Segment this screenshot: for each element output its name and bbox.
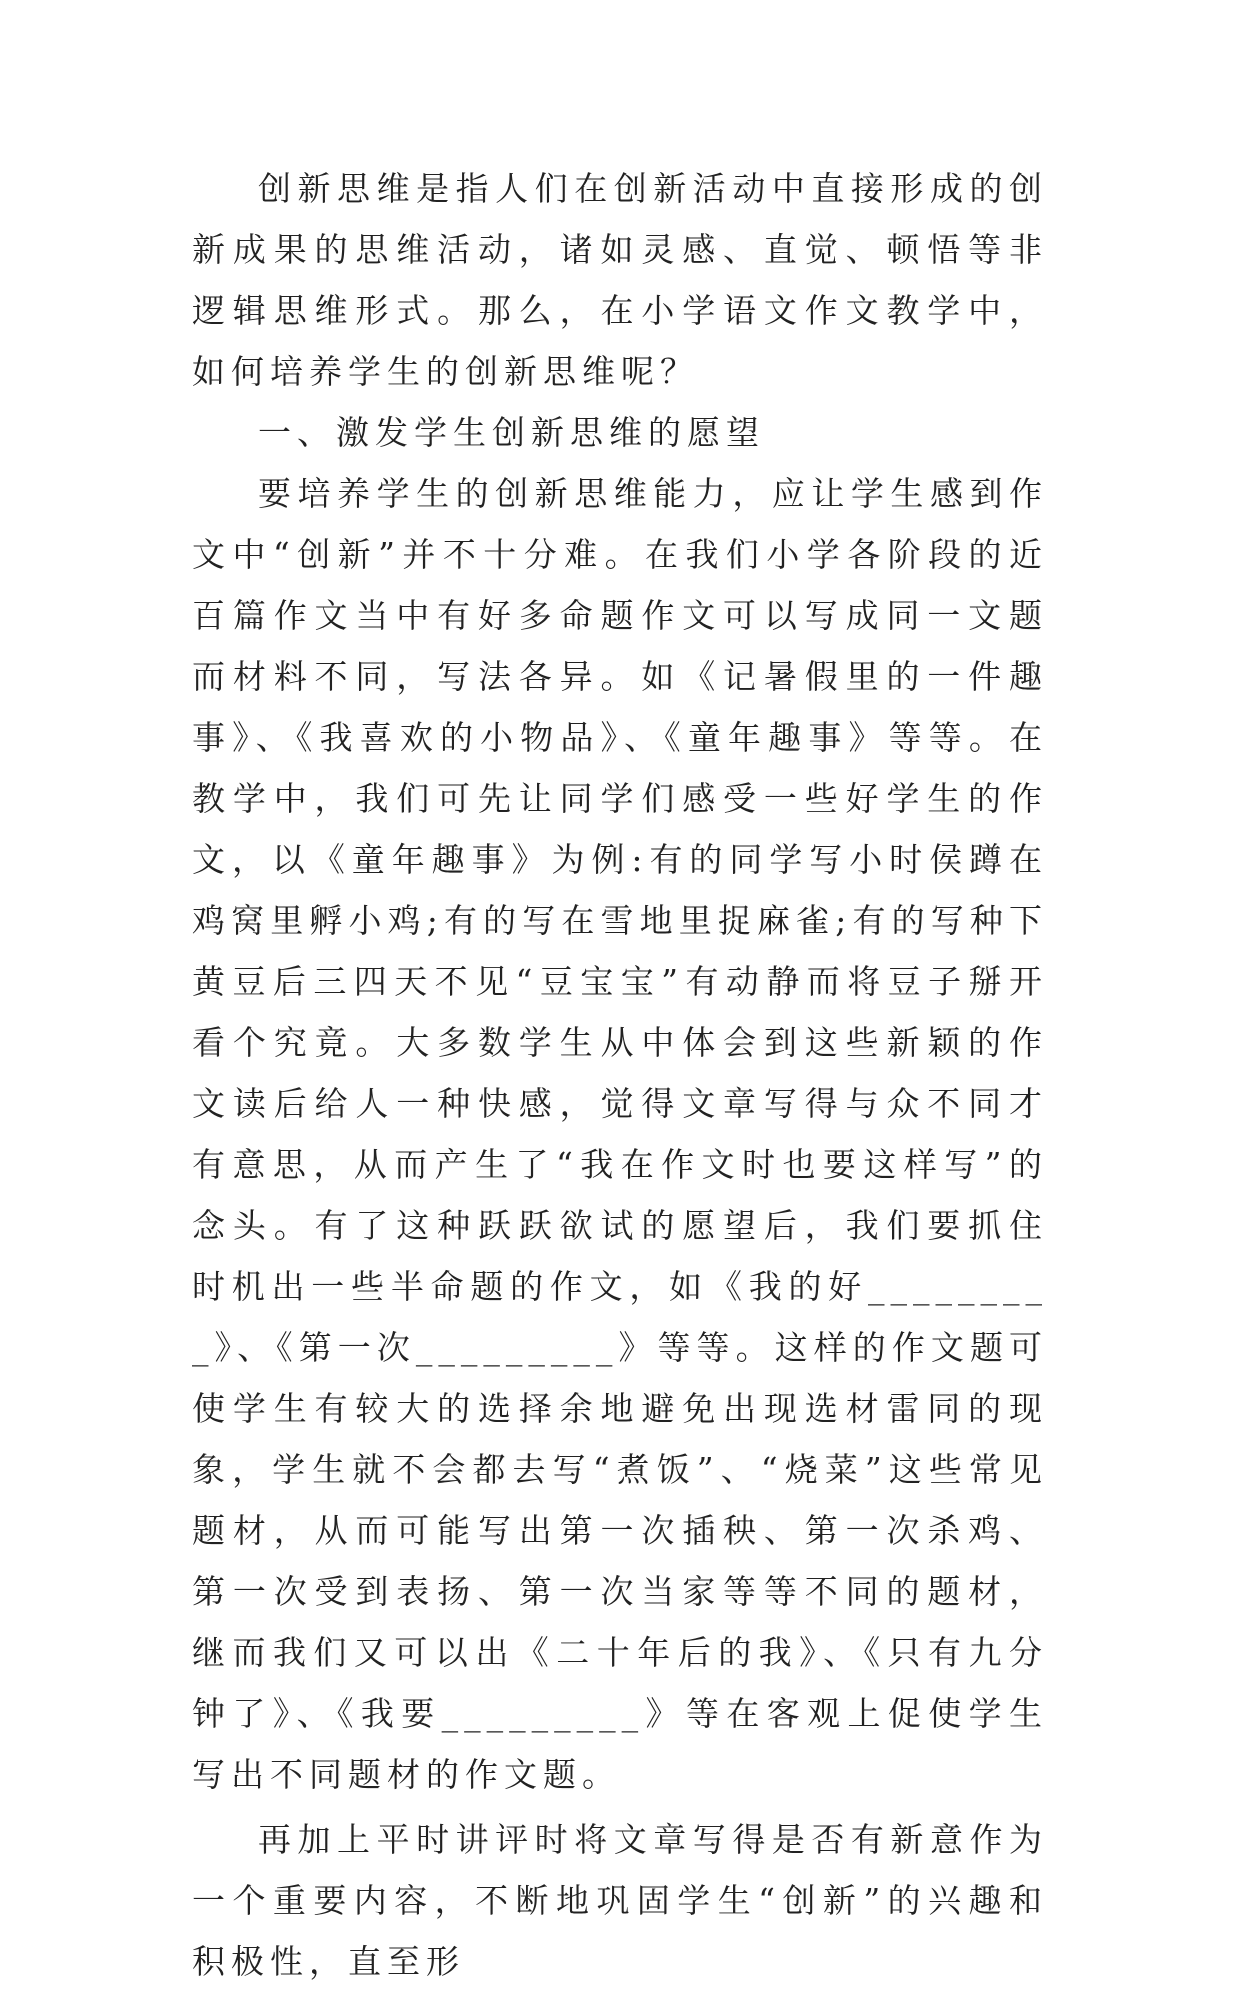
document-body	[192, 158, 1048, 1992]
paragraph-main: 要培养学生的创新思维能力，应让学生感到作文中“创新”并不十分难。在我们小学各阶段的近百篇作文当中有好多命题作文可以写成同一文题而材料不同，写法各异。如《记暑假里的一件趣事》、《我喜欢的小物品》、《童年趣事》等等。在教学中，我们可先让同学们感受一些好学生的作文，以《童年趣事》为例:有的同学写小时侯蹲在鸡窝里孵小鸡;有的写在雪地里捉麻雀;有的写种下黄豆后三四天不见“豆宝宝”有动静而将豆子掰开看个究竟。大多数学生从中体会到这些新颖的作文读后给人一种快感，觉得文章写得与众不同才有意思，从而产生了“我在作文时也要这样写”的念头。有了这种跃跃欲试的愿望后，我们要抓住时机出一些半命题的作文，如《我的好_________》、《第一次_________》等等。这样的作文题可使学生有较大的选择余地避免出现选材雷同的现象，学生就不会都去写“煮饭”、“烧菜”这些常见题材，从而可能写出第一次插秧、第一次杀鸡、第一次受到表扬、第一次当家等等不同的题材，继而我们又可以出《二十年后的我》、《只有九分钟了》、《我要_________》等在客观上促使学生写出不同题材的作文题。	[192, 474, 1048, 1794]
section-heading: 一、激发学生创新思维的愿望	[258, 413, 765, 452]
paragraph-continuation: 再加上平时讲评时将文章写得是否有新意作为一个重要内容，不断地巩固学生“创新”的兴趣和积极性，直至形	[192, 1820, 1048, 1981]
paragraph-intro: 创新思维是指人们在创新活动中直接形成的创新成果的思维活动，诸如灵感、直觉、顿悟等非逻辑思维形式。那么，在小学语文作文教学中，如何培养学生的创新思维呢？	[192, 169, 1048, 391]
